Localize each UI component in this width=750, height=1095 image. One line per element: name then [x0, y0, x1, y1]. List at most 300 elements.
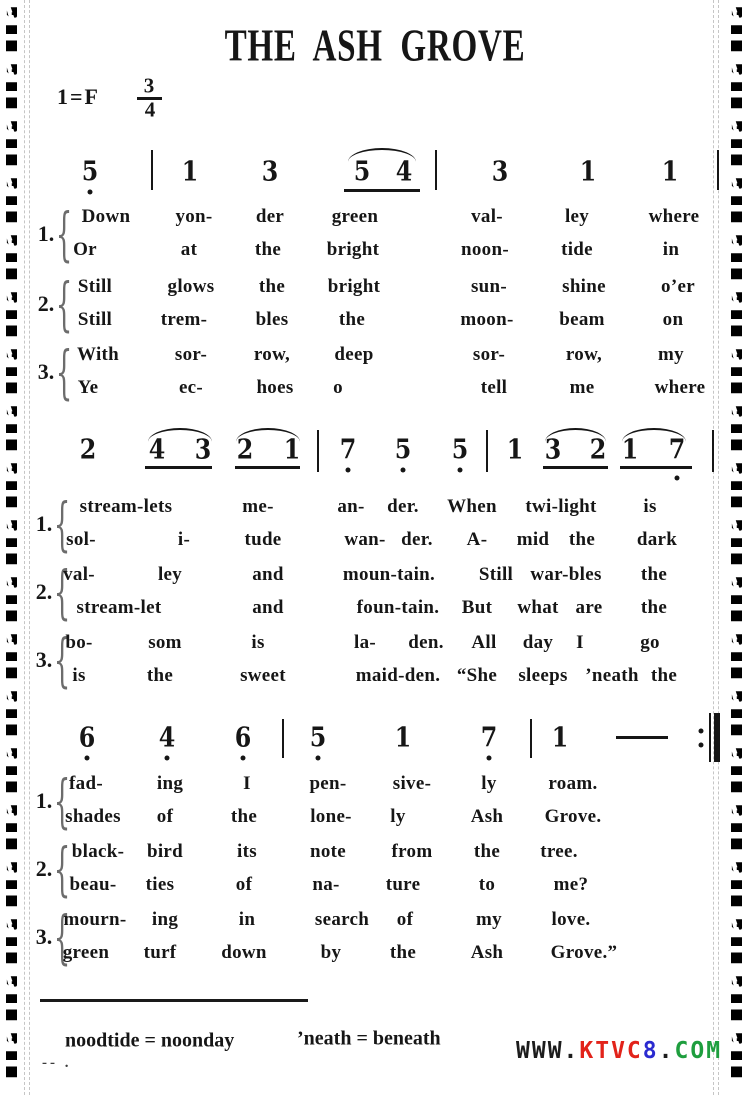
lyric-word: my: [658, 344, 684, 365]
watermark-rail-left-char: [4, 420, 19, 435]
lyric-word: love.: [551, 909, 591, 930]
verse-brace: {: [53, 626, 71, 694]
lyric-word: yon-: [175, 206, 213, 227]
watermark-rail-left-char: [4, 608, 19, 623]
watermark-rail-right-char: [729, 608, 744, 623]
lyric-word: mourn-: [63, 909, 127, 930]
watermark-rail-right-char: [729, 175, 744, 190]
watermark-rail-left-char: [4, 631, 19, 646]
lyric-word: turf: [143, 942, 177, 963]
repeat-dot: [699, 728, 704, 733]
lyric-word: and: [252, 597, 284, 618]
repeat-thin-bar: [709, 713, 711, 762]
repeat-thick-bar: [714, 713, 720, 762]
lyric-word: na-: [312, 874, 340, 895]
watermark-rail-left-char: [4, 266, 19, 281]
watermark-rail-right-char: [729, 836, 744, 851]
watermark-rail-right-char: [729, 477, 744, 492]
note-digit: 5: [309, 722, 327, 754]
lyric-word: pen-: [309, 773, 347, 794]
watermark-rail-left-char: [4, 745, 19, 760]
lyric-word: ing: [156, 773, 184, 794]
watermark-rail-right-char: [729, 916, 744, 931]
watermark-rail-left-char: [4, 61, 19, 76]
lyric-word: the: [650, 665, 678, 686]
lyric-word: bright: [326, 239, 380, 260]
lyric-word: ’neath: [585, 665, 639, 686]
lyric-word: Grove.”: [550, 942, 618, 963]
lyric-word: der: [255, 206, 285, 227]
watermark-rail-right-char: [729, 1030, 744, 1045]
watermark-rail-left-char: [4, 4, 19, 19]
watermark-rail-left-char: [4, 232, 19, 247]
lyric-word: som: [148, 632, 182, 653]
watermark-rail-right-char: [729, 665, 744, 680]
watermark-rail-right-char: [729, 152, 744, 167]
lyric-word: stream-let: [76, 597, 162, 618]
watermark-rail-right-char: [729, 118, 744, 133]
note-digit: 1: [506, 434, 524, 466]
verse-brace: {: [55, 200, 73, 268]
watermark-rail-right-char: [729, 1064, 744, 1079]
lyric-word: sor-: [472, 344, 506, 365]
site-watermark: [516, 1038, 722, 1064]
lyric-word: fad-: [69, 773, 103, 794]
lyric-word: All: [471, 632, 497, 653]
watermark-rail-left-char: [4, 574, 19, 589]
barline: [486, 430, 488, 472]
page-number-fragment: -- .: [42, 1055, 72, 1071]
note-digit: 7: [480, 722, 498, 754]
note-digit: 3: [544, 434, 562, 466]
watermark-rail-left-char: [4, 494, 19, 509]
lyric-word: the: [640, 564, 668, 585]
lyric-word: me?: [553, 874, 589, 895]
lyric-word: the: [146, 665, 174, 686]
watermark-rail-left-char: [4, 551, 19, 566]
watermark-rail-right-char: [729, 722, 744, 737]
lyric-word: der.: [387, 496, 419, 517]
watermark-rail-left-char: [4, 534, 19, 549]
lyric-word: mid: [516, 529, 550, 550]
lyric-word: search: [314, 909, 370, 930]
watermark-rail-left-char: [4, 403, 19, 418]
slur-arc: [545, 428, 606, 442]
watermark-rail-right-char: [729, 209, 744, 224]
lyric-word: shades: [65, 806, 121, 827]
watermark-rail-left-char: [4, 893, 19, 908]
lyric-word: its: [237, 841, 257, 862]
watermark-rail-left-char: [4, 1007, 19, 1022]
watermark-segment: KTVC: [579, 1038, 643, 1064]
lyric-word: ture: [385, 874, 421, 895]
lyric-word: Ash: [470, 942, 504, 963]
verse-brace: {: [55, 338, 73, 406]
lyric-word: the: [389, 942, 417, 963]
note-digit: 2: [236, 434, 254, 466]
lyric-word: val-: [63, 564, 95, 585]
watermark-rail-left-char: [4, 209, 19, 224]
watermark-rail-right-char: [729, 973, 744, 988]
note-digit: 3: [261, 156, 279, 188]
watermark-segment: WWW.: [516, 1038, 580, 1064]
watermark-rail-left-char: [4, 933, 19, 948]
watermark-rail-right-char: [729, 574, 744, 589]
lyric-word: of: [235, 874, 253, 895]
watermark-rail-right-char: [729, 95, 744, 110]
lyric-word: is: [72, 665, 86, 686]
watermark-rail-left-char: [4, 21, 19, 36]
lyric-word: o’er: [661, 276, 695, 297]
verse-number: 3.: [35, 647, 53, 672]
lyric-word: ly: [481, 773, 497, 794]
watermark-rail-right-char: [729, 192, 744, 207]
note-digit: 2: [79, 434, 97, 466]
watermark-rail-right-char: [729, 249, 744, 264]
watermark-rail-right-char: [729, 933, 744, 948]
note-digit: 3: [491, 156, 509, 188]
lyric-word: dark: [636, 529, 678, 550]
watermark-rail-right-char: [729, 517, 744, 532]
lyric-word: sol-: [66, 529, 96, 550]
verse-brace: {: [53, 835, 71, 903]
watermark-rail-left-char: [4, 916, 19, 931]
beam-line: [145, 466, 212, 469]
watermark-rail-right-char: [729, 346, 744, 361]
watermark-rail-left-char: [4, 249, 19, 264]
lyric-word: Still: [77, 276, 113, 297]
watermark-rail-right-char: [729, 323, 744, 338]
watermark-rail-left-char: [4, 802, 19, 817]
watermark-rail-right-char: [729, 1007, 744, 1022]
watermark-rail-left-char: [4, 665, 19, 680]
lyric-word: is: [643, 496, 657, 517]
page-title: THE ASH GROVE: [224, 19, 526, 71]
note-digit: 5: [353, 156, 371, 188]
watermark-rail-right-char: [729, 4, 744, 19]
lyric-word: from: [391, 841, 433, 862]
slur-arc: [236, 428, 300, 442]
lyric-word: in: [238, 909, 256, 930]
verse-number: 1.: [37, 221, 55, 246]
lyric-word: Down: [81, 206, 131, 227]
note-digit: 6: [234, 722, 252, 754]
lyric-word: where: [648, 206, 700, 227]
barline: [151, 150, 153, 190]
watermark-rail-left-char: [4, 779, 19, 794]
lyric-word: ties: [145, 874, 175, 895]
watermark-rail-right-char: [729, 631, 744, 646]
watermark-rail-left-char: [4, 819, 19, 834]
octave-dot: [458, 468, 463, 473]
lyric-word: sweet: [240, 665, 286, 686]
beam-line: [620, 466, 692, 469]
lyric-word: la-: [353, 632, 377, 653]
watermark-rail-left-char: [4, 95, 19, 110]
watermark-rail-right-char: [729, 289, 744, 304]
slur-arc: [148, 428, 212, 442]
lyric-word: bird: [146, 841, 184, 862]
lyric-word: Ash: [470, 806, 504, 827]
note-digit: 1: [579, 156, 597, 188]
lyric-word: the: [473, 841, 501, 862]
lyric-word: the: [568, 529, 596, 550]
lyric-word: me-: [242, 496, 274, 517]
lyric-word: stream-lets: [79, 496, 173, 517]
lyric-word: green: [331, 206, 379, 227]
watermark-rail-left-char: [4, 836, 19, 851]
lyric-word: an-: [337, 496, 365, 517]
watermark-rail-right-char: [729, 591, 744, 606]
watermark-rail-right-char: [729, 876, 744, 891]
note-digit: 1: [621, 434, 639, 466]
lyric-word: hoes: [256, 377, 294, 398]
lyric-word: to: [478, 874, 496, 895]
lyric-word: in: [662, 239, 680, 260]
watermark-rail-right-char: [729, 232, 744, 247]
watermark-rail-right-char: [729, 380, 744, 395]
barline: [282, 719, 284, 758]
verse-brace: {: [55, 270, 73, 338]
watermark-rail-left-char: [4, 192, 19, 207]
lyric-word: bles: [255, 309, 289, 330]
lyric-word: ly: [390, 806, 406, 827]
watermark-rail-right-char: [729, 551, 744, 566]
note-digit: 1: [181, 156, 199, 188]
lyric-word: But: [461, 597, 493, 618]
watermark-rail-right-char: [729, 78, 744, 93]
footnote-right: ’neath = beneath: [297, 1027, 441, 1050]
watermark-rail-left-char: [4, 306, 19, 321]
lyric-word: is: [251, 632, 265, 653]
watermark-rail-right-char: [729, 893, 744, 908]
watermark-rail-left-char: [4, 118, 19, 133]
lyric-word: “She: [456, 665, 498, 686]
lyric-word: me: [569, 377, 595, 398]
lyric-word: down: [221, 942, 267, 963]
lyric-word: go: [640, 632, 660, 653]
note-digit: 5: [81, 156, 99, 188]
lyric-word: tree.: [540, 841, 578, 862]
lyric-word: Still: [77, 309, 113, 330]
watermark-rail-right-char: [729, 21, 744, 36]
lyric-word: o: [333, 377, 343, 398]
lyric-word: day: [522, 632, 554, 653]
barline: [717, 150, 719, 190]
barline: [530, 719, 532, 758]
lyric-word: noon-: [461, 239, 509, 260]
lyric-word: black-: [71, 841, 125, 862]
note-digit: 1: [283, 434, 301, 466]
verse-number: 2.: [35, 579, 53, 604]
verse-brace: {: [53, 490, 71, 558]
verse-number: 2.: [35, 856, 53, 881]
lyric-word: wan-: [344, 529, 386, 550]
lyric-word: val-: [471, 206, 503, 227]
watermark-rail-left-char: [4, 950, 19, 965]
repeat-dot: [699, 742, 704, 747]
watermark-rail-right-char: [729, 819, 744, 834]
lyric-word: what: [517, 597, 559, 618]
lyric-word: I: [243, 773, 251, 794]
slur-arc: [348, 148, 416, 162]
watermark-rail-right-char: [729, 950, 744, 965]
watermark-rail-left-char: [4, 990, 19, 1005]
note-digit: 4: [158, 722, 176, 754]
verse-brace: {: [53, 767, 71, 835]
lyric-word: the: [338, 309, 366, 330]
watermark-rail-left-char: [4, 688, 19, 703]
watermark-rail-left-char: [4, 346, 19, 361]
octave-dot: [85, 756, 90, 761]
watermark-rail-left-char: [4, 517, 19, 532]
verse-brace: {: [53, 558, 71, 626]
lyric-word: bo-: [65, 632, 93, 653]
watermark-rail-right-char: [729, 802, 744, 817]
watermark-rail-left-char: [4, 722, 19, 737]
lyric-word: Ye: [77, 377, 99, 398]
watermark-segment: COM: [674, 1038, 723, 1064]
watermark-rail-left-char: [4, 175, 19, 190]
lyric-word: on: [662, 309, 684, 330]
watermark-rail-left-char: [4, 648, 19, 663]
lyric-word: the: [254, 239, 282, 260]
lyric-word: by: [320, 942, 342, 963]
octave-dot: [487, 756, 492, 761]
lyric-word: twi-light: [525, 496, 597, 517]
beam-line: [344, 189, 420, 192]
lyric-word: row,: [565, 344, 603, 365]
lyric-word: deep: [334, 344, 374, 365]
lyric-word: war-bles: [530, 564, 602, 585]
lyric-word: green: [62, 942, 110, 963]
watermark-rail-left-char: [4, 78, 19, 93]
lyric-word: roam.: [548, 773, 598, 794]
watermark-rail-right-char: [729, 460, 744, 475]
watermark-rail-left-char: [4, 380, 19, 395]
watermark-rail-right-char: [729, 534, 744, 549]
lyric-word: sleeps: [518, 665, 568, 686]
lyric-word: row,: [253, 344, 291, 365]
lyric-word: the: [230, 806, 258, 827]
watermark-rail-right-char: [729, 420, 744, 435]
octave-dot: [675, 476, 680, 481]
lyric-word: Still: [478, 564, 514, 585]
watermark-rail-left-char: [4, 363, 19, 378]
watermark-rail-left-char: [4, 38, 19, 53]
slur-arc: [622, 428, 686, 442]
watermark-rail-right-char: [729, 135, 744, 150]
beam-line: [543, 466, 608, 469]
watermark-rail-left-char: [4, 705, 19, 720]
lyric-word: tell: [480, 377, 508, 398]
watermark-rail-right-char: [729, 705, 744, 720]
octave-dot: [165, 756, 170, 761]
watermark-rail-right-char: [729, 745, 744, 760]
lyric-word: glows: [167, 276, 215, 297]
watermark-segment: 8: [642, 1038, 659, 1064]
lyric-word: sun-: [470, 276, 508, 297]
note-digit: 4: [148, 434, 166, 466]
barline: [712, 430, 714, 472]
watermark-rail-right-char: [729, 648, 744, 663]
verse-number: 1.: [35, 511, 53, 536]
watermark-rail-left-char: [4, 289, 19, 304]
watermark-rail-left-char: [4, 1047, 19, 1062]
lyric-word: my: [476, 909, 502, 930]
note-digit: 1: [661, 156, 679, 188]
lyric-word: ley: [157, 564, 183, 585]
lyric-word: trem-: [160, 309, 208, 330]
watermark-rail-left-char: [4, 762, 19, 777]
lyric-word: lone-: [310, 806, 352, 827]
watermark-rail-right-char: [729, 990, 744, 1005]
verse-brace: {: [53, 903, 71, 971]
lyric-word: den.: [408, 632, 444, 653]
lyric-word: sive-: [392, 773, 432, 794]
lyric-word: tide: [561, 239, 593, 260]
watermark-rail-right-char: [729, 762, 744, 777]
lyric-word: der.: [401, 529, 433, 550]
lyric-word: beam: [559, 309, 605, 330]
lyric-word: moun-tain.: [342, 564, 436, 585]
lyric-word: are: [575, 597, 603, 618]
footer-rule: [40, 999, 308, 1002]
watermark-rail-left-char: [4, 437, 19, 452]
time-signature-denominator: 4: [144, 97, 156, 122]
note-digit: 1: [551, 722, 569, 754]
lyric-word: at: [180, 239, 198, 260]
time-signature-numerator: 3: [143, 73, 155, 98]
verse-number: 1.: [35, 788, 53, 813]
watermark-segment: .: [658, 1038, 675, 1064]
beam-line: [235, 466, 300, 469]
lyric-word: where: [654, 377, 706, 398]
lyric-word: moon-: [460, 309, 514, 330]
barline: [435, 150, 437, 190]
note-digit: 5: [394, 434, 412, 466]
note-digit: 6: [78, 722, 96, 754]
lyric-word: and: [252, 564, 284, 585]
lyric-word: Grove.: [544, 806, 602, 827]
note-digit: 7: [668, 434, 686, 466]
note-digit: 3: [194, 434, 212, 466]
watermark-rail-left-char: [4, 1030, 19, 1045]
watermark-rail-right-char: [729, 403, 744, 418]
octave-dot: [346, 468, 351, 473]
lyric-word: beau-: [69, 874, 117, 895]
note-digit: 5: [451, 434, 469, 466]
footnote-left: noodtide = noonday: [65, 1029, 235, 1052]
note-digit: 4: [395, 156, 413, 188]
octave-dot: [241, 756, 246, 761]
watermark-rail-left-char: [4, 1064, 19, 1079]
octave-dot: [316, 756, 321, 761]
watermark-rail-right-char: [729, 1047, 744, 1062]
lyric-word: A-: [466, 529, 488, 550]
watermark-rail-right-char: [729, 38, 744, 53]
octave-dot: [401, 468, 406, 473]
watermark-rail-left-char: [4, 973, 19, 988]
watermark-rail-right-char: [729, 266, 744, 281]
lyric-word: bright: [327, 276, 381, 297]
lyric-word: ec-: [178, 377, 204, 398]
lyric-word: ley: [564, 206, 590, 227]
watermark-rail-left-char: [4, 477, 19, 492]
lyric-word: tude: [244, 529, 282, 550]
note-digit: 7: [339, 434, 357, 466]
lyric-word: of: [156, 806, 174, 827]
